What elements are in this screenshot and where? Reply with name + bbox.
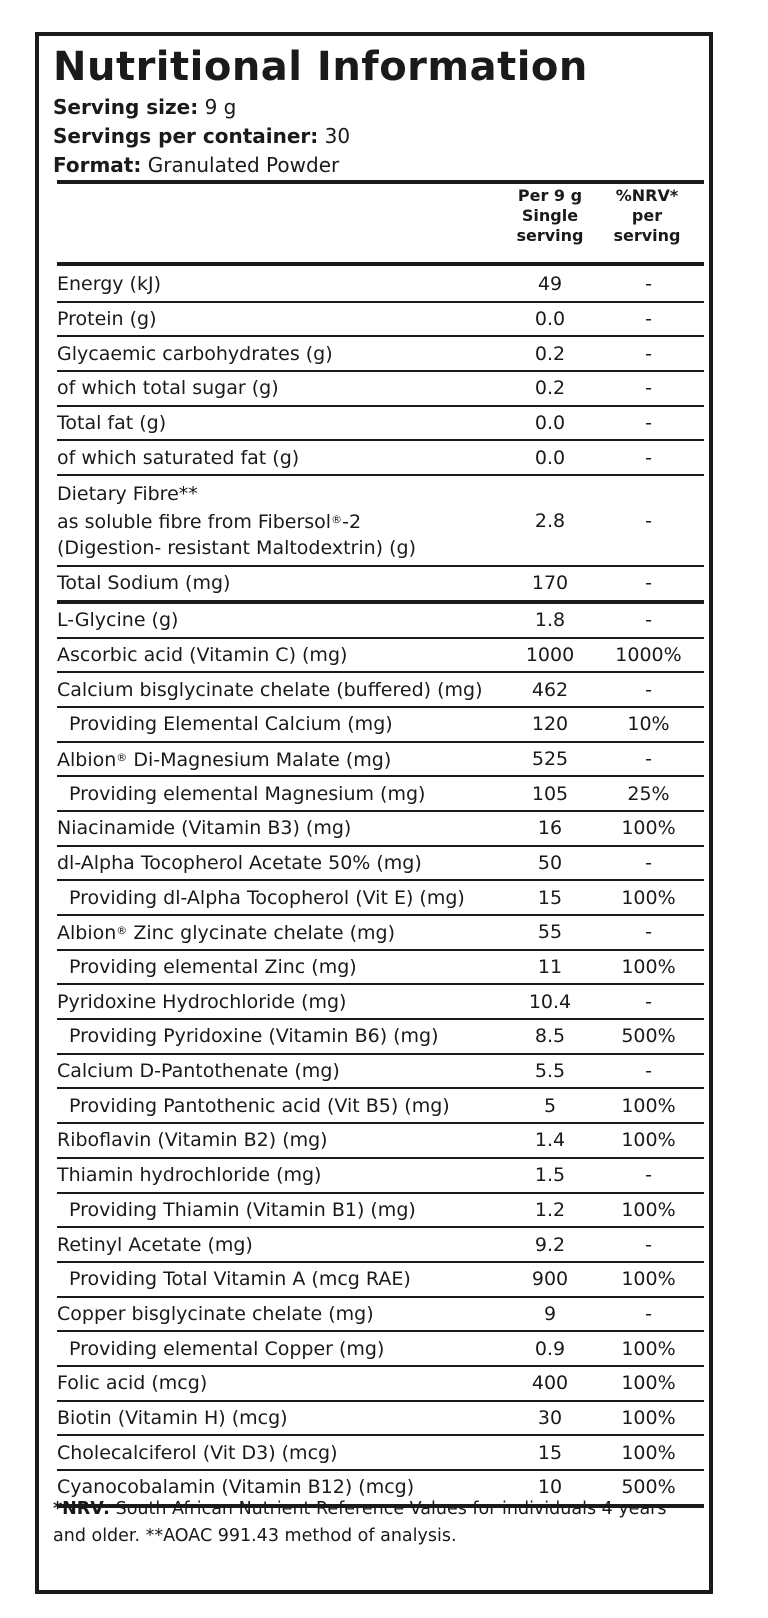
servings-per-container bbox=[53, 121, 350, 151]
nrv-value: 100% bbox=[593, 811, 704, 846]
nrv-value: - bbox=[593, 268, 704, 302]
table-row bbox=[57, 1054, 704, 1089]
nutrient-name: Providing Total Vitamin A (mcg RAE) bbox=[57, 1262, 507, 1297]
per-serving-value: 15 bbox=[507, 880, 593, 915]
nutrient-name: of which total sugar (g) bbox=[57, 371, 507, 406]
nrv-value: 100% bbox=[593, 1193, 704, 1228]
header-bottom-rule bbox=[57, 262, 704, 266]
nutrient-name: Dietary Fibre** as soluble fibre from Fibersol®-2 (Digestion- resistant Maltodextrin) (g) bbox=[57, 475, 507, 566]
nrv-value: 100% bbox=[593, 1088, 704, 1123]
table-row bbox=[57, 1158, 704, 1193]
per-serving-value: 1.4 bbox=[507, 1123, 593, 1158]
nutrient-name: Protein (g) bbox=[57, 302, 507, 337]
nrv-value: 10% bbox=[593, 707, 704, 742]
per-serving-value: 5 bbox=[507, 1088, 593, 1123]
nutrient-name: Providing elemental Magnesium (mg) bbox=[57, 776, 507, 811]
nrv-value: 500% bbox=[593, 1019, 704, 1054]
nutrient-name: Cyanocobalamin (Vitamin B12) (mcg) bbox=[57, 1470, 507, 1506]
per-serving-value: 400 bbox=[507, 1366, 593, 1401]
table-row bbox=[57, 811, 704, 846]
nutrient-name: Total fat (g) bbox=[57, 406, 507, 441]
per-serving-value: 9 bbox=[507, 1297, 593, 1332]
nrv-value: 100% bbox=[593, 1123, 704, 1158]
nutrient-name: Providing Pyridoxine (Vitamin B6) (mg) bbox=[57, 1019, 507, 1054]
table-row bbox=[57, 638, 704, 673]
table-row bbox=[57, 336, 704, 371]
nutrient-name: Energy (kJ) bbox=[57, 268, 507, 302]
table-row bbox=[57, 1435, 704, 1470]
per-serving-value: 16 bbox=[507, 811, 593, 846]
table-row bbox=[57, 1019, 704, 1054]
nrv-value: 100% bbox=[593, 1331, 704, 1366]
table-row bbox=[57, 1123, 704, 1158]
nrv-value: 1000% bbox=[593, 638, 704, 673]
nutrient-name: Biotin (Vitamin H) (mcg) bbox=[57, 1401, 507, 1436]
nutrient-name: Niacinamide (Vitamin B3) (mg) bbox=[57, 811, 507, 846]
nutrient-name: Total Sodium (mg) bbox=[57, 566, 507, 602]
nrv-value: - bbox=[593, 406, 704, 441]
nrv-value: - bbox=[593, 742, 704, 777]
per-serving-value: 0.9 bbox=[507, 1331, 593, 1366]
nutrition-panel bbox=[35, 32, 713, 1594]
nrv-value: 100% bbox=[593, 1262, 704, 1297]
table-row bbox=[57, 566, 704, 602]
table-row bbox=[57, 371, 704, 406]
per-serving-value: 0.0 bbox=[507, 440, 593, 475]
nrv-value: 100% bbox=[593, 1435, 704, 1470]
nrv-value: - bbox=[593, 1054, 704, 1089]
nrv-header: %NRV* per serving bbox=[613, 186, 681, 245]
nrv-value: - bbox=[593, 475, 704, 566]
nrv-value: - bbox=[593, 566, 704, 602]
per-serving-value: 10.4 bbox=[507, 984, 593, 1019]
footnote-text: South African Nutrient Reference Values for individuals 4 years and older. **AOAC 991.43 method of analysis. bbox=[53, 1499, 667, 1546]
nutrient-name: Copper bisglycinate chelate (mg) bbox=[57, 1297, 507, 1332]
nutrient-name: Providing Thiamin (Vitamin B1) (mg) bbox=[57, 1193, 507, 1228]
table-row bbox=[57, 1227, 704, 1262]
per-serving-value: 9.2 bbox=[507, 1227, 593, 1262]
panel-title: Nutritional Information bbox=[53, 44, 588, 90]
nutrient-name: Retinyl Acetate (mg) bbox=[57, 1227, 507, 1262]
per-serving-value: 105 bbox=[507, 776, 593, 811]
table-row bbox=[57, 880, 704, 915]
table-row bbox=[57, 406, 704, 441]
per-serving-value: 55 bbox=[507, 915, 593, 950]
table-row bbox=[57, 915, 704, 950]
table-row bbox=[57, 1297, 704, 1332]
nrv-value: 25% bbox=[593, 776, 704, 811]
serving-size-value: 9 g bbox=[198, 95, 237, 119]
column-header bbox=[39, 180, 709, 262]
per-serving-value: 1.5 bbox=[507, 1158, 593, 1193]
nutrient-name: Calcium bisglycinate chelate (buffered) (mg) bbox=[57, 672, 507, 707]
per-serving-value: 0.0 bbox=[507, 406, 593, 441]
nrv-value: - bbox=[593, 1227, 704, 1262]
nutrient-name: of which saturated fat (g) bbox=[57, 440, 507, 475]
table-row bbox=[57, 440, 704, 475]
per-serving-value: 170 bbox=[507, 566, 593, 602]
serving-size bbox=[53, 92, 236, 122]
table-row bbox=[57, 707, 704, 742]
nutrient-name: Cholecalciferol (Vit D3) (mcg) bbox=[57, 1435, 507, 1470]
serving-size-label: Serving size: bbox=[53, 95, 199, 119]
nrv-value: - bbox=[593, 336, 704, 371]
nutrient-name: L-Glycine (g) bbox=[57, 602, 507, 638]
per-serving-value: 0.2 bbox=[507, 336, 593, 371]
nutrition-table bbox=[57, 268, 704, 1508]
nutrient-name: Thiamin hydrochloride (mg) bbox=[57, 1158, 507, 1193]
per-serving-value: 0.0 bbox=[507, 302, 593, 337]
table-row bbox=[57, 1262, 704, 1297]
nutrient-name: Calcium D-Pantothenate (mg) bbox=[57, 1054, 507, 1089]
nrv-value: - bbox=[593, 1158, 704, 1193]
table-row bbox=[57, 672, 704, 707]
per-serving-value: 2.8 bbox=[507, 475, 593, 566]
per-serving-value: 1000 bbox=[507, 638, 593, 673]
per-serving-value: 0.2 bbox=[507, 371, 593, 406]
nutrient-name: Albion® Di-Magnesium Malate (mg) bbox=[57, 742, 507, 777]
nutrient-name: Providing Pantothenic acid (Vit B5) (mg) bbox=[57, 1088, 507, 1123]
nrv-value: - bbox=[593, 1297, 704, 1332]
footnote bbox=[53, 1496, 701, 1550]
nrv-value: - bbox=[593, 440, 704, 475]
nutrient-name: Ascorbic acid (Vitamin C) (mg) bbox=[57, 638, 507, 673]
per-serving-header: Per 9 g Single serving bbox=[516, 186, 584, 245]
per-serving-value: 50 bbox=[507, 846, 593, 881]
table-row bbox=[57, 742, 704, 777]
nrv-value: - bbox=[593, 846, 704, 881]
servings-per-container-value: 30 bbox=[318, 124, 351, 148]
nutrient-name: Providing Elemental Calcium (mg) bbox=[57, 707, 507, 742]
nutrient-name: dl-Alpha Tocopherol Acetate 50% (mg) bbox=[57, 846, 507, 881]
per-serving-value: 1.8 bbox=[507, 602, 593, 638]
nrv-value: - bbox=[593, 915, 704, 950]
nrv-value: 100% bbox=[593, 880, 704, 915]
nrv-value: - bbox=[593, 984, 704, 1019]
nutrient-name: Glycaemic carbohydrates (g) bbox=[57, 336, 507, 371]
per-serving-value: 5.5 bbox=[507, 1054, 593, 1089]
table-row bbox=[57, 1193, 704, 1228]
per-serving-value: 1.2 bbox=[507, 1193, 593, 1228]
servings-per-container-label: Servings per container: bbox=[53, 124, 319, 148]
format-label: Format: bbox=[53, 153, 142, 177]
nrv-value: - bbox=[593, 672, 704, 707]
per-serving-value: 15 bbox=[507, 1435, 593, 1470]
per-serving-value: 11 bbox=[507, 950, 593, 985]
nutrient-name: Riboflavin (Vitamin B2) (mg) bbox=[57, 1123, 507, 1158]
format-value: Granulated Powder bbox=[141, 153, 340, 177]
per-serving-value: 30 bbox=[507, 1401, 593, 1436]
table-row bbox=[57, 302, 704, 337]
nrv-value: 500% bbox=[593, 1470, 704, 1506]
per-serving-value: 10 bbox=[507, 1470, 593, 1506]
table-row bbox=[57, 475, 704, 566]
per-serving-value: 462 bbox=[507, 672, 593, 707]
table-row bbox=[57, 1088, 704, 1123]
per-serving-value: 49 bbox=[507, 268, 593, 302]
nutrient-name: Folic acid (mcg) bbox=[57, 1366, 507, 1401]
footnote-label: *NRV: bbox=[53, 1499, 111, 1519]
per-serving-value: 525 bbox=[507, 742, 593, 777]
table-row bbox=[57, 846, 704, 881]
table-row bbox=[57, 1366, 704, 1401]
nrv-value: - bbox=[593, 602, 704, 638]
nutrient-name: Providing elemental Copper (mg) bbox=[57, 1331, 507, 1366]
per-serving-value: 120 bbox=[507, 707, 593, 742]
nutrient-name: Providing elemental Zinc (mg) bbox=[57, 950, 507, 985]
table-row bbox=[57, 602, 704, 638]
nutrient-name: Providing dl-Alpha Tocopherol (Vit E) (mg) bbox=[57, 880, 507, 915]
table-row bbox=[57, 1331, 704, 1366]
format bbox=[53, 150, 339, 180]
nutrient-name: Albion® Zinc glycinate chelate (mg) bbox=[57, 915, 507, 950]
nrv-value: - bbox=[593, 302, 704, 337]
table-row bbox=[57, 268, 704, 302]
table-row bbox=[57, 984, 704, 1019]
nrv-value: 100% bbox=[593, 1401, 704, 1436]
table-row bbox=[57, 776, 704, 811]
table-row bbox=[57, 950, 704, 985]
per-serving-value: 900 bbox=[507, 1262, 593, 1297]
per-serving-value: 8.5 bbox=[507, 1019, 593, 1054]
table-row bbox=[57, 1401, 704, 1436]
nrv-value: 100% bbox=[593, 950, 704, 985]
nrv-value: 100% bbox=[593, 1366, 704, 1401]
nutrient-name: Pyridoxine Hydrochloride (mg) bbox=[57, 984, 507, 1019]
nrv-value: - bbox=[593, 371, 704, 406]
